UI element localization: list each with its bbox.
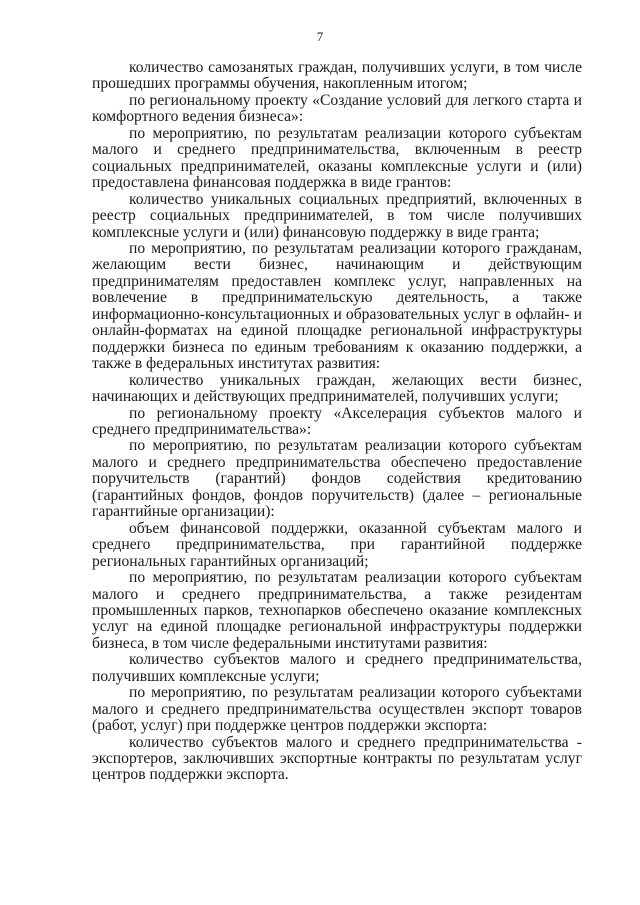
- document-body: [92, 60, 582, 784]
- paragraph: объем финансовой поддержки, оказанной субъектам малого и среднего предпринимательства, при гарантийной поддержке региональных гарантийных организаций;: [92, 519, 582, 570]
- paragraph: количество субъектов малого и среднего предпринимательства, получивших комплексные услуги;: [92, 651, 582, 685]
- paragraph: по мероприятию, по результатам реализации которого субъектам малого и среднего предпринимательства обеспечено предоставление поручительств (гарантий) фондов содействия кредитованию (гарантийных фондов, фондов поручительств) (далее – региональные гарантийные организации):: [92, 437, 582, 521]
- paragraph: количество уникальных граждан, желающих вести бизнес, начинающих и действующих предпринимателей, получивших услуги;: [92, 371, 582, 406]
- page-number: 7: [316, 29, 324, 44]
- paragraph: по мероприятию, по результатам реализации которого субъектам малого и среднего предпринимательства, а также резидентам промышленных парков, технопарков обеспечено оказание комплексных услуг на единой площадке региональной инфраструктуры поддержки бизнеса, в том числе федеральными институтами развития:: [92, 569, 582, 652]
- paragraph: количество самозанятых граждан, получивших услуги, в том числе прошедших программы обучения, накопленным итогом;: [92, 59, 582, 93]
- paragraph: по региональному проекту «Создание условий для легкого старта и комфортного ведения бизнеса»:: [92, 91, 582, 126]
- paragraph: количество субъектов малого и среднего предпринимательства - экспортеров, заключивших экспортные контракты по результатам услуг центров поддержки экспорта.: [92, 733, 582, 784]
- paragraph: количество уникальных социальных предприятий, включенных в реестр социальных предпринимателей, в том числе получивших комплексные услуги и (или) финансовую поддержку в виде гранта;: [92, 190, 582, 241]
- paragraph: по региональному проекту «Акселерация субъектов малого и среднего предпринимательства»:: [92, 404, 582, 438]
- paragraph: по мероприятию, по результатам реализации которого гражданам, желающим вести бизнес, начинающим и действующим предпринимателям предоставлен комплекс услуг, направленных на вовлечение в предпринимательскую деятельность, а также информационно-консультационных и образовательных услуг в офлайн- и онлайн-форматах на единой площадке региональной инфраструктуры поддержки бизнеса по единым требованиям к оказанию поддержки, а также в федеральных институтах развития:: [92, 239, 582, 373]
- paragraph: по мероприятию, по результатам реализации которого субъектам малого и среднего предпринимательства, включенным в реестр социальных предпринимателей, оказаны комплексные услуги и (или) предоставлена финансовая поддержка в виде грантов:: [92, 124, 582, 192]
- paragraph: по мероприятию, по результатам реализации которого субъектами малого и среднего предпринимательства осуществлен экспорт товаров (работ, услуг) при поддержке центров поддержки экспорта:: [92, 684, 582, 735]
